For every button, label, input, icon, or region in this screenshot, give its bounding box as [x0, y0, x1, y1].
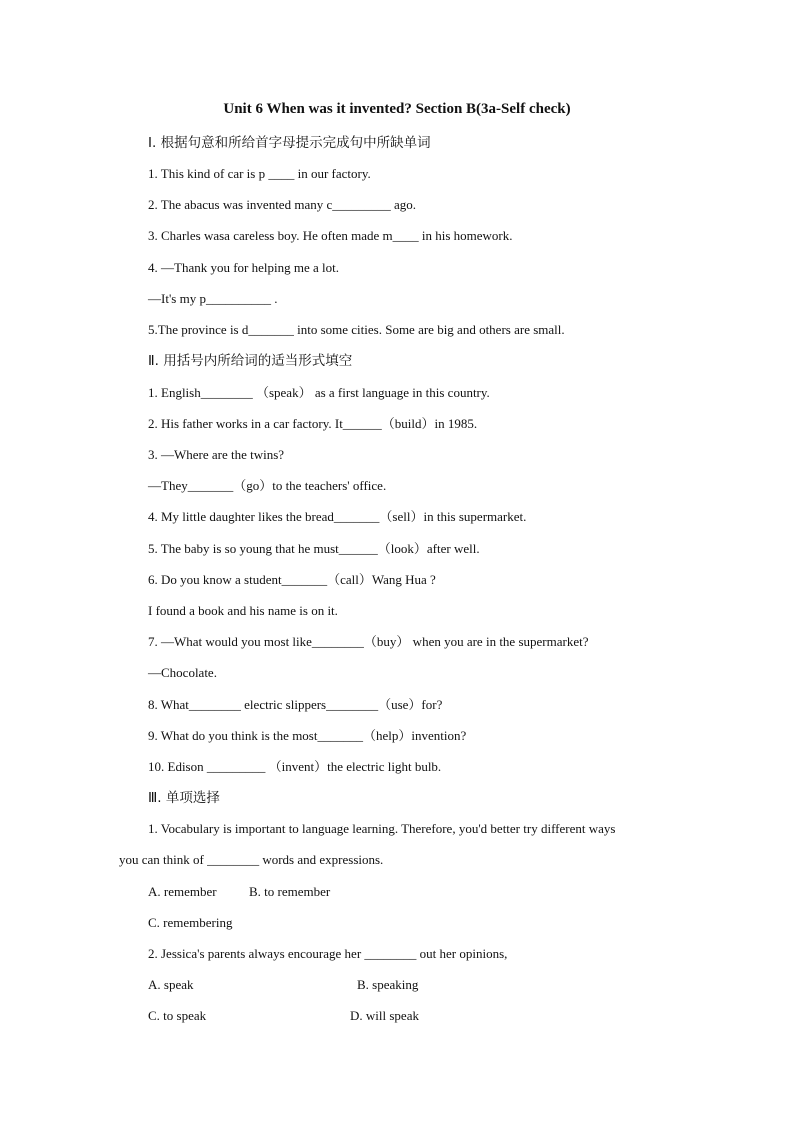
question-2-option-b: B. speaking	[357, 977, 419, 992]
section-1-item: 2. The abacus was invented many c_________ ago.	[148, 197, 416, 212]
section-1-item: 1. This kind of car is p ____ in our factory.	[148, 166, 371, 181]
section-1-item: 3. Charles wasa careless boy. He often made m____ in his homework.	[148, 228, 513, 243]
question-1-option-a: A. remember	[148, 884, 217, 899]
section-1-item: 4. —Thank you for helping me a lot.	[148, 260, 339, 275]
section-2-item: 8. What________ electric slippers________（use）for?	[148, 697, 443, 712]
section-3-heading: Ⅲ. 单项选择	[148, 790, 220, 806]
question-1-option-c: C. remembering	[148, 915, 233, 930]
section-2-item: 2. His father works in a car factory. It______（build）in 1985.	[148, 416, 478, 431]
section-2-item: 3. —Where are the twins?	[148, 447, 285, 462]
question-1-option-b: B. to remember	[249, 884, 331, 899]
question-1-stem-cont: you can think of ________ words and expressions.	[119, 852, 384, 867]
section-2-item: 5. The baby is so young that he must______（look）after well.	[148, 541, 480, 556]
question-2-option-d: D. will speak	[350, 1008, 419, 1023]
section-1-heading: Ⅰ. 根据句意和所给首字母提示完成句中所缺单词	[148, 135, 431, 151]
section-2-item: —They_______（go）to the teachers' office.	[148, 478, 387, 493]
page-title: Unit 6 When was it invented? Section B(3a-Self check)	[223, 101, 571, 117]
question-2-option-c: C. to speak	[148, 1008, 207, 1023]
section-2-item: 4. My little daughter likes the bread_______（sell）in this supermarket.	[148, 509, 527, 524]
section-2-item: 1. English________ （speak） as a first language in this country.	[148, 385, 490, 400]
section-2-item: I found a book and his name is on it.	[148, 603, 338, 618]
section-1-item: 5.The province is d_______ into some cities. Some are big and others are small.	[148, 322, 565, 337]
section-2-item: 9. What do you think is the most_______（help）invention?	[148, 728, 467, 743]
section-2-heading: Ⅱ. 用括号内所给词的适当形式填空	[148, 353, 353, 369]
section-1-item: —It's my p__________ .	[148, 291, 278, 306]
question-2-stem: 2. Jessica's parents always encourage her ________ out her opinions,	[148, 946, 508, 961]
section-2-item: 7. —What would you most like________（buy） when you are in the supermarket?	[148, 634, 589, 649]
section-2-item: 6. Do you know a student_______（call）Wang Hua ?	[148, 572, 436, 587]
question-1-stem: 1. Vocabulary is important to language learning. Therefore, you'd better try different ways	[148, 821, 616, 836]
section-2-item: 10. Edison _________ （invent）the electric light bulb.	[148, 759, 442, 774]
section-2-item: —Chocolate.	[148, 665, 217, 680]
question-2-option-a: A. speak	[148, 977, 194, 992]
